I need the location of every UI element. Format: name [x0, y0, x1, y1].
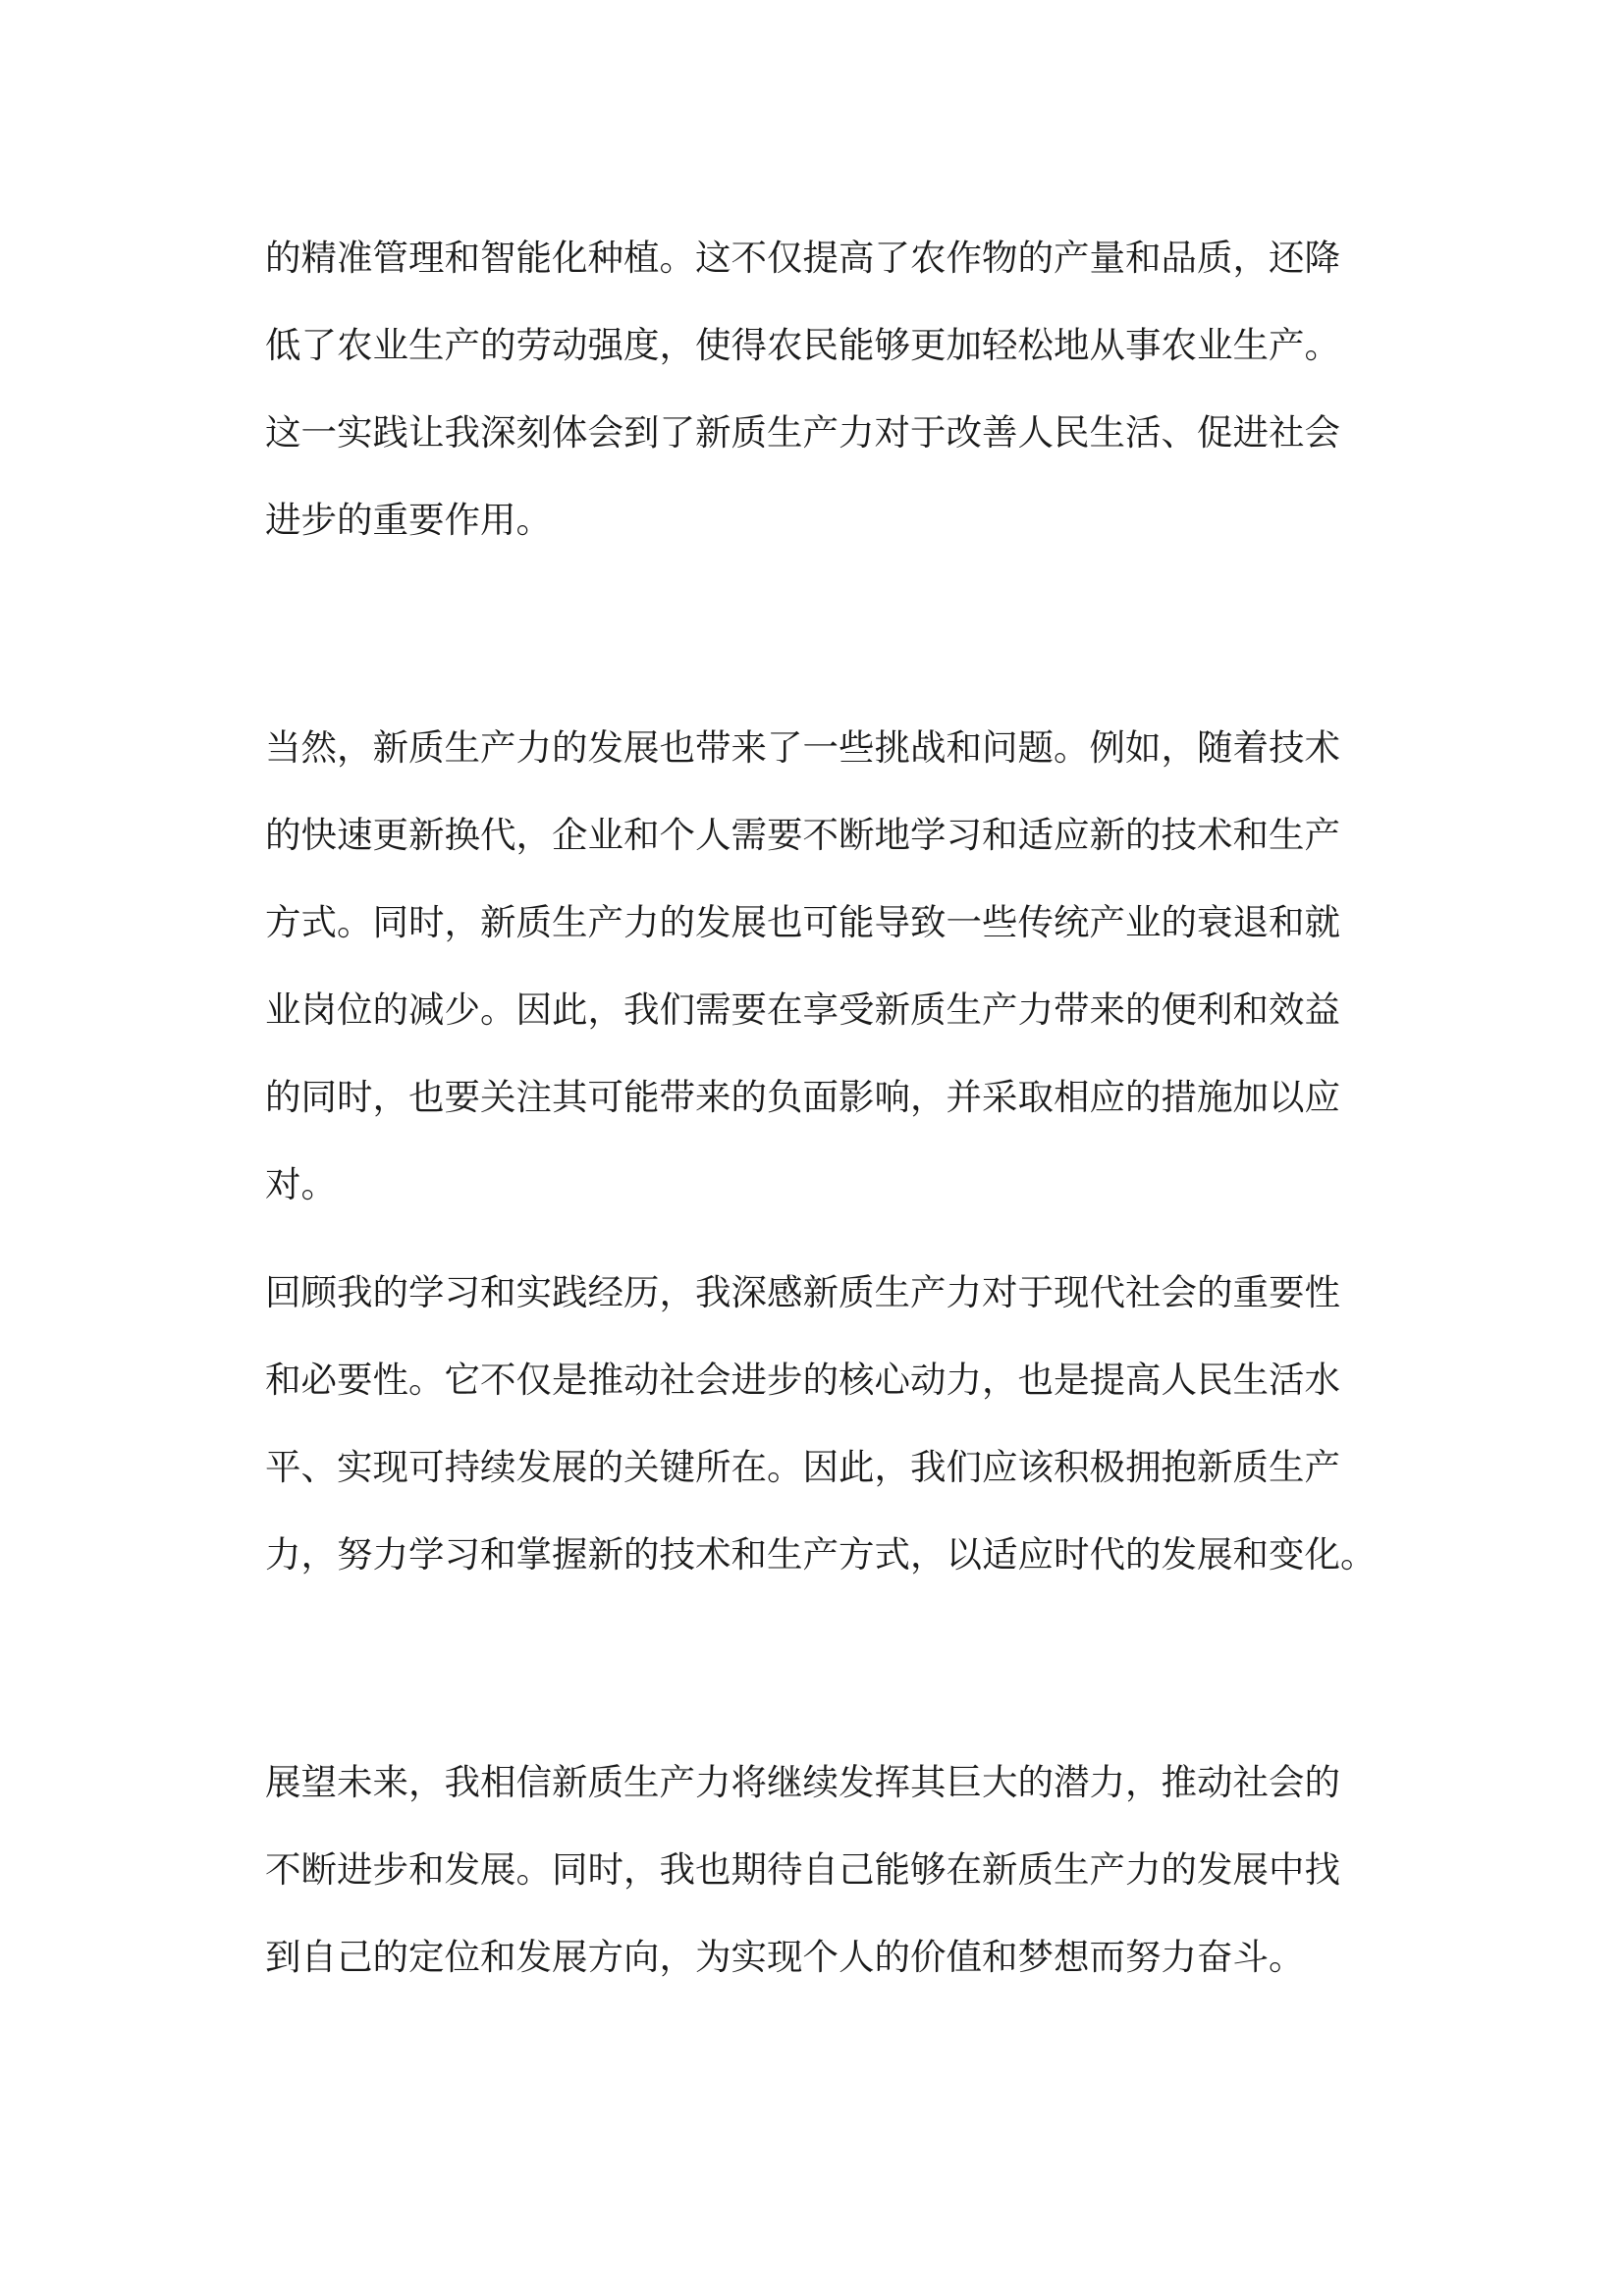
paragraph-line: 力，努力学习和掌握新的技术和生产方式，以适应时代的发展和变化。: [265, 1533, 1377, 1575]
paragraph-line: 不断进步和发展。同时，我也期待自己能够在新质生产力的发展中找: [265, 1848, 1340, 1891]
paragraph-line: 这一实践让我深刻体会到了新质生产力对于改善人民生活、促进社会: [265, 411, 1340, 454]
paragraph-3: [265, 1249, 1377, 1598]
paragraph-line: 进步的重要作用。: [265, 499, 552, 541]
paragraph-1: [265, 214, 1340, 563]
paragraph-2: [265, 704, 1340, 1228]
paragraph-line: 和必要性。它不仅是推动社会进步的核心动力，也是提高人民生活水: [265, 1359, 1340, 1401]
paragraph-4: [265, 1738, 1340, 2001]
paragraph-line: 低了农业生产的劳动强度，使得农民能够更加轻松地从事农业生产。: [265, 324, 1340, 366]
paragraph-line: 的快速更新换代，企业和个人需要不断地学习和适应新的技术和生产: [265, 814, 1340, 856]
paragraph-line: 方式。同时，新质生产力的发展也可能导致一些传统产业的衰退和就: [265, 901, 1340, 943]
paragraph-line: 的同时，也要关注其可能带来的负面影响，并采取相应的措施加以应: [265, 1076, 1340, 1118]
paragraph-line: 回顾我的学习和实践经历，我深感新质生产力对于现代社会的重要性: [265, 1271, 1340, 1313]
paragraph-line: 当然，新质生产力的发展也带来了一些挑战和问题。例如，随着技术: [265, 726, 1340, 769]
paragraph-line: 平、实现可持续发展的关键所在。因此，我们应该积极拥抱新质生产: [265, 1446, 1340, 1488]
paragraph-line: 业岗位的减少。因此，我们需要在享受新质生产力带来的便利和效益: [265, 988, 1340, 1031]
paragraph-line: 对。: [265, 1163, 337, 1205]
paragraph-line: 的精准管理和智能化种植。这不仅提高了农作物的产量和品质，还降: [265, 237, 1340, 279]
paragraph-line: 展望未来，我相信新质生产力将继续发挥其巨大的潜力，推动社会的: [265, 1761, 1340, 1803]
paragraph-line: 到自己的定位和发展方向，为实现个人的价值和梦想而努力奋斗。: [265, 1936, 1305, 1978]
